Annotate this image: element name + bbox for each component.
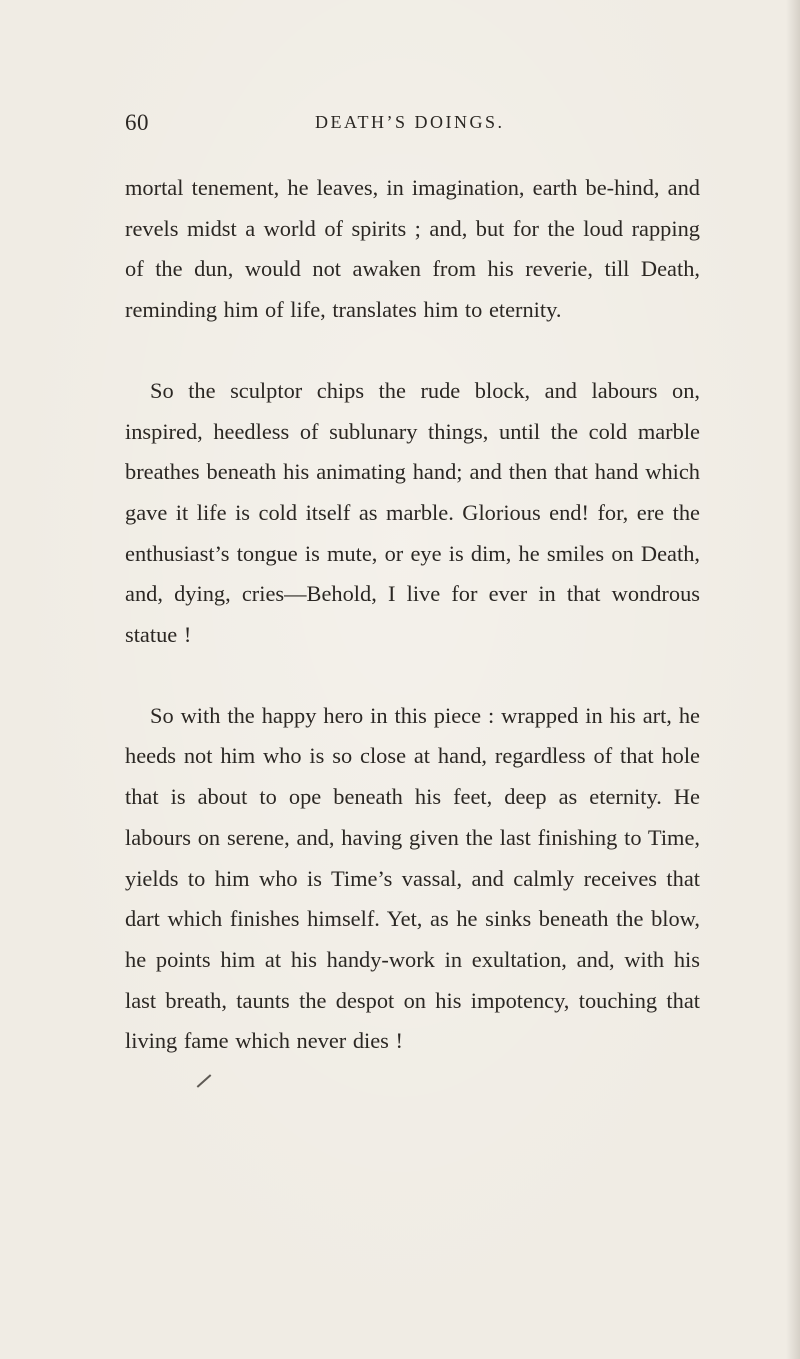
- page-number: 60: [125, 110, 149, 135]
- page-edge-shadow: [786, 0, 800, 1359]
- body-text: [125, 168, 700, 1062]
- page-header: [125, 110, 700, 140]
- paragraph-3: So with the happy hero in this piece : wrapped in his art, he heeds not him who is so close at hand, regardless of that hole that is about to ope beneath his feet, deep as eternity. He labours on serene, and, having given the last finishing to Time, yields to him who is Time’s vassal, and calmly receives that dart which finishes himself. Yet, as he sinks beneath the blow, he points him at his handy-work in exultation, and, with his last breath, taunts the despot on his impotency, touching that living fame which never dies !: [125, 702, 700, 1054]
- paragraph-1: mortal tenement, he leaves, in imagination, earth be-hind, and revels midst a world of spirits ; and, but for the loud rapping of the dun, would not awaken from his reverie, till Death, reminding him of life, translates him to eternity.: [125, 175, 700, 323]
- paragraph-2: So the sculptor chips the rude block, and labours on, inspired, heedless of sublunary things, until the cold marble breathes beneath his animating hand; and then that hand which gave it life is cold itself as marble. Glorious end! for, ere the enthusiast’s tongue is mute, or eye is dim, he smiles on Death, and, dying, cries—Behold, I live for ever in that wondrous statue !: [125, 377, 700, 648]
- pen-mark: [197, 1074, 212, 1088]
- running-title: DEATH’S DOINGS.: [315, 112, 505, 132]
